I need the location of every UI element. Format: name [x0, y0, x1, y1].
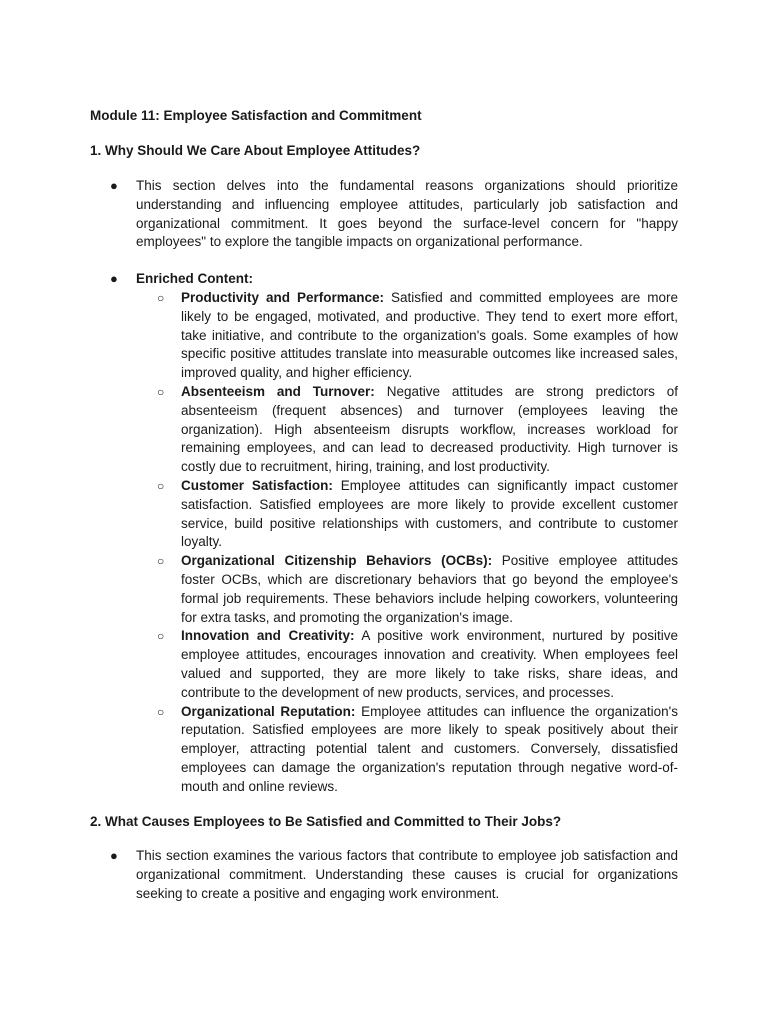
bullet-icon: ●: [110, 848, 118, 863]
enriched-content-bullet: [110, 270, 678, 289]
bullet-icon: ●: [110, 271, 118, 286]
item-text: Employee attitudes can significantly impact customer satisfaction. Satisfied employees are more likely to provide excellent customer service, build positive relationships with customers, and contribute to customer loyalty.: [181, 477, 678, 550]
item-term: Organizational Citizenship Behaviors (OCBs):: [181, 553, 493, 569]
sub-bullet-icon: ○: [157, 384, 165, 399]
sub-bullet-icon: ○: [157, 629, 165, 644]
item-text: A positive work environment, nurtured by positive employee attitudes, encourages innovation and creativity. When employees feel valued and supported, they are more likely to take risks, share ideas, and contribute to the development of new products, services, and processes.: [181, 628, 678, 700]
section-1-intro-bullet: [110, 177, 678, 252]
item-term: Customer Satisfaction:: [181, 477, 333, 493]
section-2-intro-text: This section examines the various factors that contribute to employee job satisfaction and organizational commitment. Understanding these causes is crucial for organizations seeking to create a positive and engaging work environment.: [136, 848, 678, 901]
enriched-content-list: [155, 289, 678, 797]
section-1-heading: 1. Why Should We Care About Employee Attitudes?: [90, 143, 421, 158]
list-item-productivity: [155, 289, 678, 383]
list-item-innovation: [155, 627, 678, 702]
item-text: Employee attitudes can influence the organization's reputation. Satisfied employees are more likely to speak positively about their employer, attracting potential talent and customers. Conversely, dissatisfied employees can damage the organization's reputation through negative word-of-mouth and online reviews.: [181, 703, 678, 794]
section-2-intro-bullet: [110, 847, 678, 903]
section-1-intro-text: This section delves into the fundamental reasons organizations should prioritize understanding and influencing employee attitudes, particularly job satisfaction and organizational commitment. It goes beyond the surface-level concern for "happy employees" to explore the tangible impacts on organizational performance.: [136, 178, 678, 250]
sub-bullet-icon: ○: [157, 704, 165, 719]
list-item-ocbs: [155, 552, 678, 627]
list-item-reputation: [155, 703, 678, 797]
item-term: Innovation and Creativity:: [181, 628, 355, 644]
enriched-content-label: Enriched Content:: [136, 271, 253, 286]
item-term: Productivity and Performance:: [181, 290, 384, 305]
item-text: Satisfied and committed employees are more likely to be engaged, motivated, and productive. They tend to exert more effort, take initiative, and contribute to the organization's goals. Some examples of how specific positive attitudes translate into measurable outcomes like increased sales, improved quality, and higher efficiency.: [181, 290, 678, 381]
item-term: Absenteeism and Turnover:: [181, 383, 375, 399]
bullet-icon: ●: [110, 178, 118, 193]
sub-bullet-icon: ○: [157, 554, 165, 569]
list-item-absenteeism: [155, 383, 678, 477]
document-title: Module 11: Employee Satisfaction and Commitment: [90, 108, 422, 123]
item-term: Organizational Reputation:: [181, 703, 356, 719]
section-2-heading: 2. What Causes Employees to Be Satisfied and Committed to Their Jobs?: [90, 814, 562, 829]
sub-bullet-icon: ○: [157, 291, 165, 305]
item-text: Positive employee attitudes foster OCBs, which are discretionary behaviors that go beyond the employee's formal job requirements. These behaviors include helping coworkers, volunteering for extra tasks, and promoting the organization's image.: [181, 553, 678, 625]
item-text: Negative attitudes are strong predictors of absenteeism (frequent absences) and turnover (employees leaving the organization). High absenteeism disrupts workflow, increases workload for remaining employees, and can lead to decreased productivity. High turnover is costly due to recruitment, hiring, training, and lost productivity.: [181, 383, 678, 475]
sub-bullet-icon: ○: [157, 478, 165, 493]
list-item-customer-satisfaction: [155, 477, 678, 552]
